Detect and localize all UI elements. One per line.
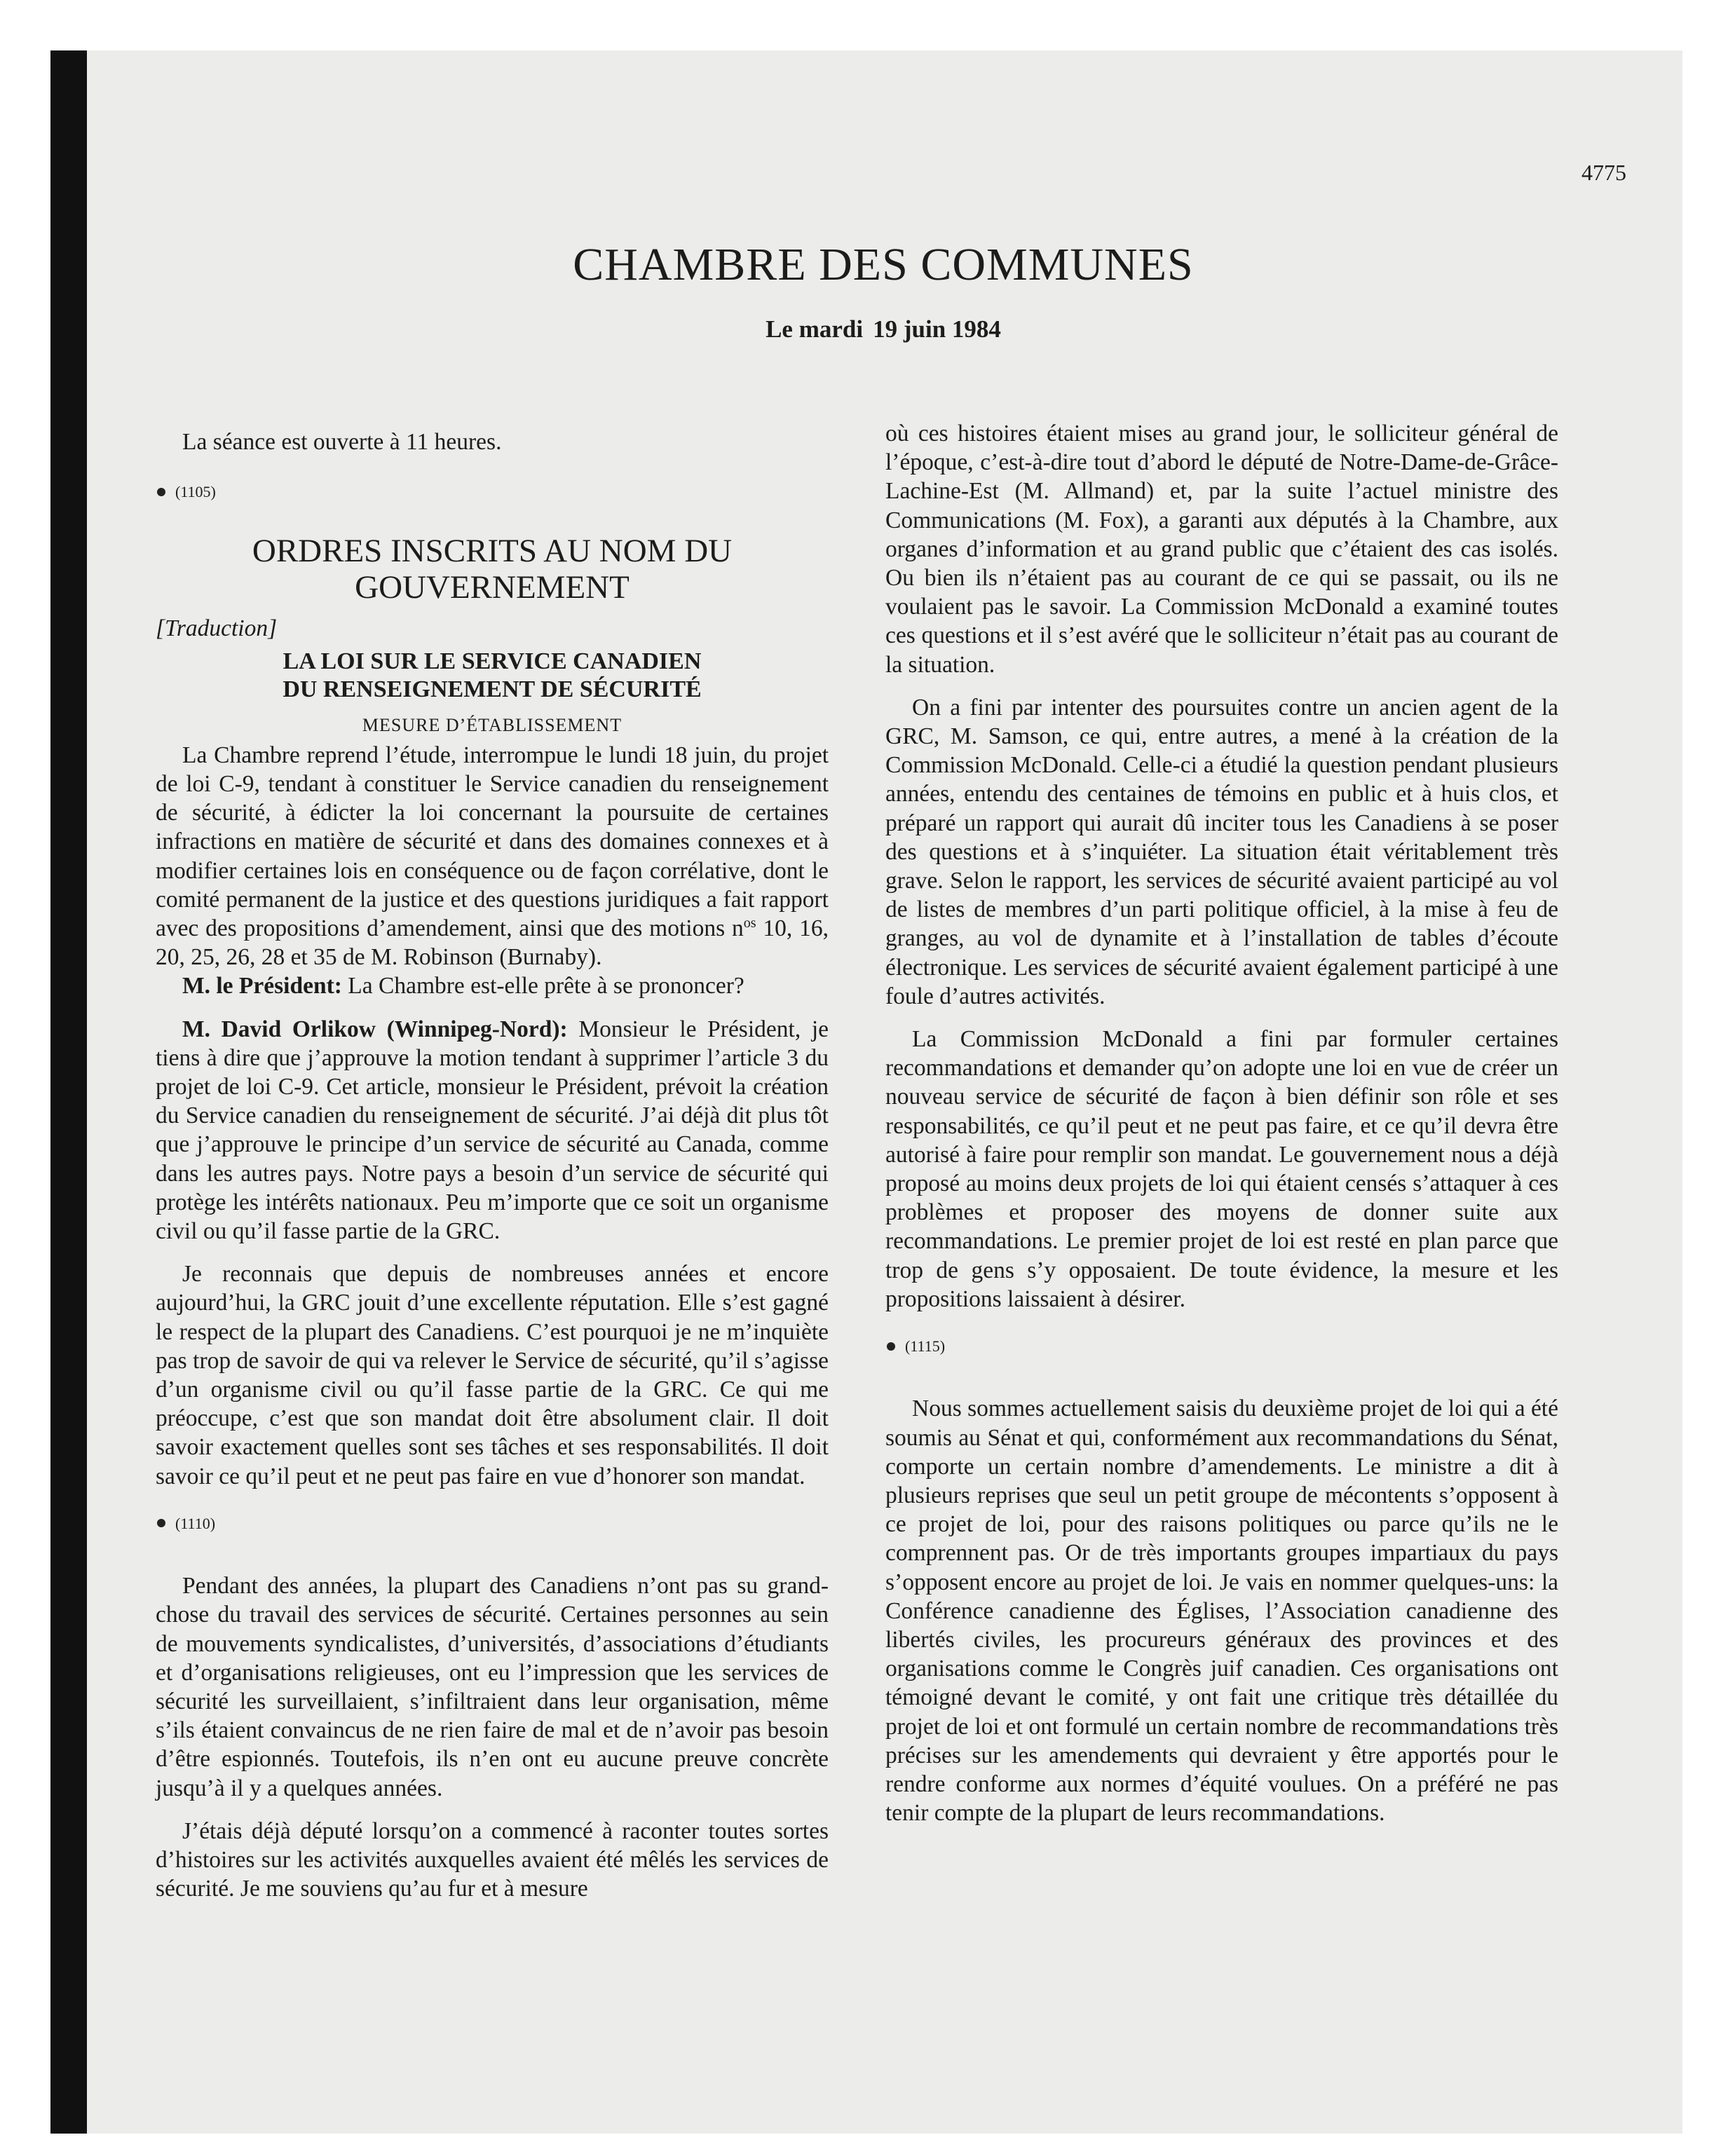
translation-note: [Traduction] — [156, 615, 278, 642]
paragraph — [156, 741, 829, 972]
paragraph: Nous sommes actuellement saisis du deuxième projet de loi qui a été soumis au Sénat et qui, conformément aux recommandations du Sénat, comporte un certain nombre d’amendements. Le ministre a dit à plusieurs reprises que seul un petit groupe de mécontents s’opposent à ce projet de loi, pour des raisons politiques ou parce qu’ils ne le comprennent pas. Or de très importants groupes impartiaux du pays s’opposent encore au projet de loi. Je vais en nommer quelques-uns: la Conférence canadienne des Églises, l’Association canadienne des libertés civiles, les procureurs généraux des provinces et des organisations comme le Congrès juif canadien. Ces organisations ont témoigné devant le comité, y ont fait une critique très détaillée du projet de loi et ont formulé un certain nombre de recommandations très précises sur les amendements qui devraient y être apportés pour le rendre conforme aux normes d’équité voulues. On a préféré ne pas tenir compte de la plupart de leurs recommandations. — [885, 1396, 1558, 1827]
page-number: 4775 — [1581, 160, 1626, 185]
paragraph-text: 10, 16, 20, 25, 26, 28 et 35 de M. Robinson (Burnaby). — [156, 915, 829, 971]
bullet-icon — [157, 1519, 165, 1527]
paragraph — [156, 971, 829, 1000]
time-marker — [157, 477, 829, 506]
time-label: (1110) — [175, 1514, 216, 1532]
sitting-weekday: Le mardi — [766, 315, 864, 343]
paragraph: La Commission McDonald a fini par formuler certaines recommandations et demander qu’on adopte une loi en vue de créer un nouveau service de sécurité de façon à bien définir son rôle et ses responsabilités, ce qu’il peut et ne peut pas faire, et ce qu’il devra être autorisé à faire pour remplir son mandat. Le gouvernement nous a déjà proposé au moins deux projets de loi qui étaient censés s’attaquer à ces problèmes et proposer des moyens de donner suite aux recommandations. Le premier projet de loi est resté en plan parce que trop de gens s’y opposaient. De toute évidence, la mesure et les propositions laissaient à désirer. — [885, 1026, 1558, 1312]
right-column — [885, 419, 1558, 1827]
time-label: (1115) — [905, 1337, 946, 1356]
paragraph: où ces histoires étaient mises au grand jour, le solliciteur général de l’époque, c’est-à-dire tout d’abord le député de Notre-Dame-de-Grâce-Lachine-Est (M. Allmand) et, par la suite l’actuel ministre des Communications (M. Fox), a garanti aux députés à la Chambre, aux organes d’information et au grand public que c’étaient des cas isolés. Ou bien ils n’étaient pas au courant de ce qui se passait, ou ils ne voulaient pas le savoir. La Commission McDonald a examiné toutes ces questions et il s’est avéré que le solliciteur n’était pas au courant de la situation. — [885, 421, 1558, 678]
paragraph: On a fini par intenter des poursuites contre un ancien agent de la GRC, M. Samson, ce qui, entre autres, a mené à la création de la Commission McDonald. Celle-ci a étudié la question pendant plusieurs années, entendu des centaines de témoins en public et à huis clos, et préparé un rapport qui aurait dû inciter tous les Canadiens à se poser des questions et à s’inquiéter. La situation était véritablement très grave. Selon le rapport, les services de sécurité avaient participé au vol de listes de membres d’un parti politique officiel, à la mise à feu de granges, au vol de dynamite et à l’installation de tables d’écoute électronique. Les services de sécurité avaient également participé à une foule d’autres activités. — [885, 694, 1558, 1009]
paragraph: Pendant des années, la plupart des Canadiens n’ont pas su grand-chose du travail des services de sécurité. Certaines personnes au sein de mouvements syndicalistes, d’universités, d’associations d’étudiants et d’organisations religieuses, ont eu l’impression que les services de sécurité les surveillaient, s’infiltraient dans leur organisation, même s’ils étaient convaincus de ne rien faire de mal et de n’avoir pas besoin d’être espionnés. Toutefois, ils n’en ont eu aucune preuve concrète jusqu’à il y a quelques années. — [156, 1573, 829, 1801]
left-column — [156, 419, 829, 1903]
speaker-name: M. David Orlikow (Winnipeg-Nord): — [182, 1016, 568, 1042]
sitting-day: 19 juin 1984 — [873, 315, 1001, 343]
bullet-icon — [887, 1342, 895, 1351]
time-marker — [157, 1509, 829, 1538]
bullet-icon — [157, 488, 165, 496]
bill-subheading: MESURE D’ÉTABLISSEMENT — [362, 714, 622, 735]
time-marker — [887, 1332, 1558, 1360]
paragraph: J’étais déjà député lorsqu’on a commencé à raconter toutes sortes d’histoires sur les activités auxquelles avaient été mêlés les services de sécurité. Je me souviens qu’au fur et à mesure — [156, 1817, 829, 1902]
bill-heading: LA LOI SUR LE SERVICE CANADIEN DU RENSEIGNEMENT DE SÉCURITÉ — [283, 648, 702, 702]
sitting-date — [182, 315, 1584, 343]
opening-statement: La séance est ouverte à 11 heures. — [182, 429, 502, 455]
speaker-name: M. le Président: — [182, 973, 342, 999]
time-label: (1105) — [175, 483, 216, 501]
speech-text: La Chambre est-elle prête à se prononcer? — [341, 973, 744, 999]
speech-text: Monsieur le Président, je tiens à dire que j’approuve la motion tendant à supprimer l’article 3 du projet de loi C-9. Cet article, monsieur le Président, prévoit la création du Service canadien du renseignement de sécurité. J’ai déjà dit plus tôt que j’approuve le principe d’un service de sécurité au Canada, comme dans les autres pays. Notre pays a besoin d’un service de sécurité qui protège les intérêts nationaux. Peu m’importe que ce soit un organisme civil ou qu’il fasse partie de la GRC. — [156, 1016, 829, 1245]
paragraph-text: La Chambre reprend l’étude, interrompue le lundi 18 juin, du projet de loi C-9, tendant à constituer le Service canadien du renseignement de sécurité, à édicter la loi concernant la poursuite de certaines infractions en matière de sécurité et dans des domaines connexes et à modifier certaines lois en conséquence ou de façon corrélative, dont le comité permanent de la justice et des questions juridiques a fait rapport avec des propositions d’amendement, ainsi que des motions n — [156, 742, 829, 942]
paragraph: Je reconnais que depuis de nombreuses années et encore aujourd’hui, la GRC jouit d’une excellente réputation. Elle s’est gagné le respect de la plupart des Canadiens. C’est pourquoi je ne m’inquiète pas trop de savoir de qui va relever le Service de sécurité, qu’il s’agisse d’un organisme civil ou qu’il fasse partie de la GRC. Ce qui me préoccupe, c’est que son mandat doit être absolument clair. Il doit savoir exactement quelles sont ses tâches et ses responsabilités. Il doit savoir ce qu’il peut et ne peut pas faire en vue d’honorer son mandat. — [156, 1261, 829, 1489]
section-heading: ORDRES INSCRITS AU NOM DU GOUVERNEMENT — [252, 533, 733, 606]
document-title: CHAMBRE DES COMMUNES — [573, 239, 1194, 290]
scan-binding-edge — [50, 50, 87, 2134]
paragraph — [156, 1015, 829, 1246]
superscript: os — [743, 915, 756, 931]
